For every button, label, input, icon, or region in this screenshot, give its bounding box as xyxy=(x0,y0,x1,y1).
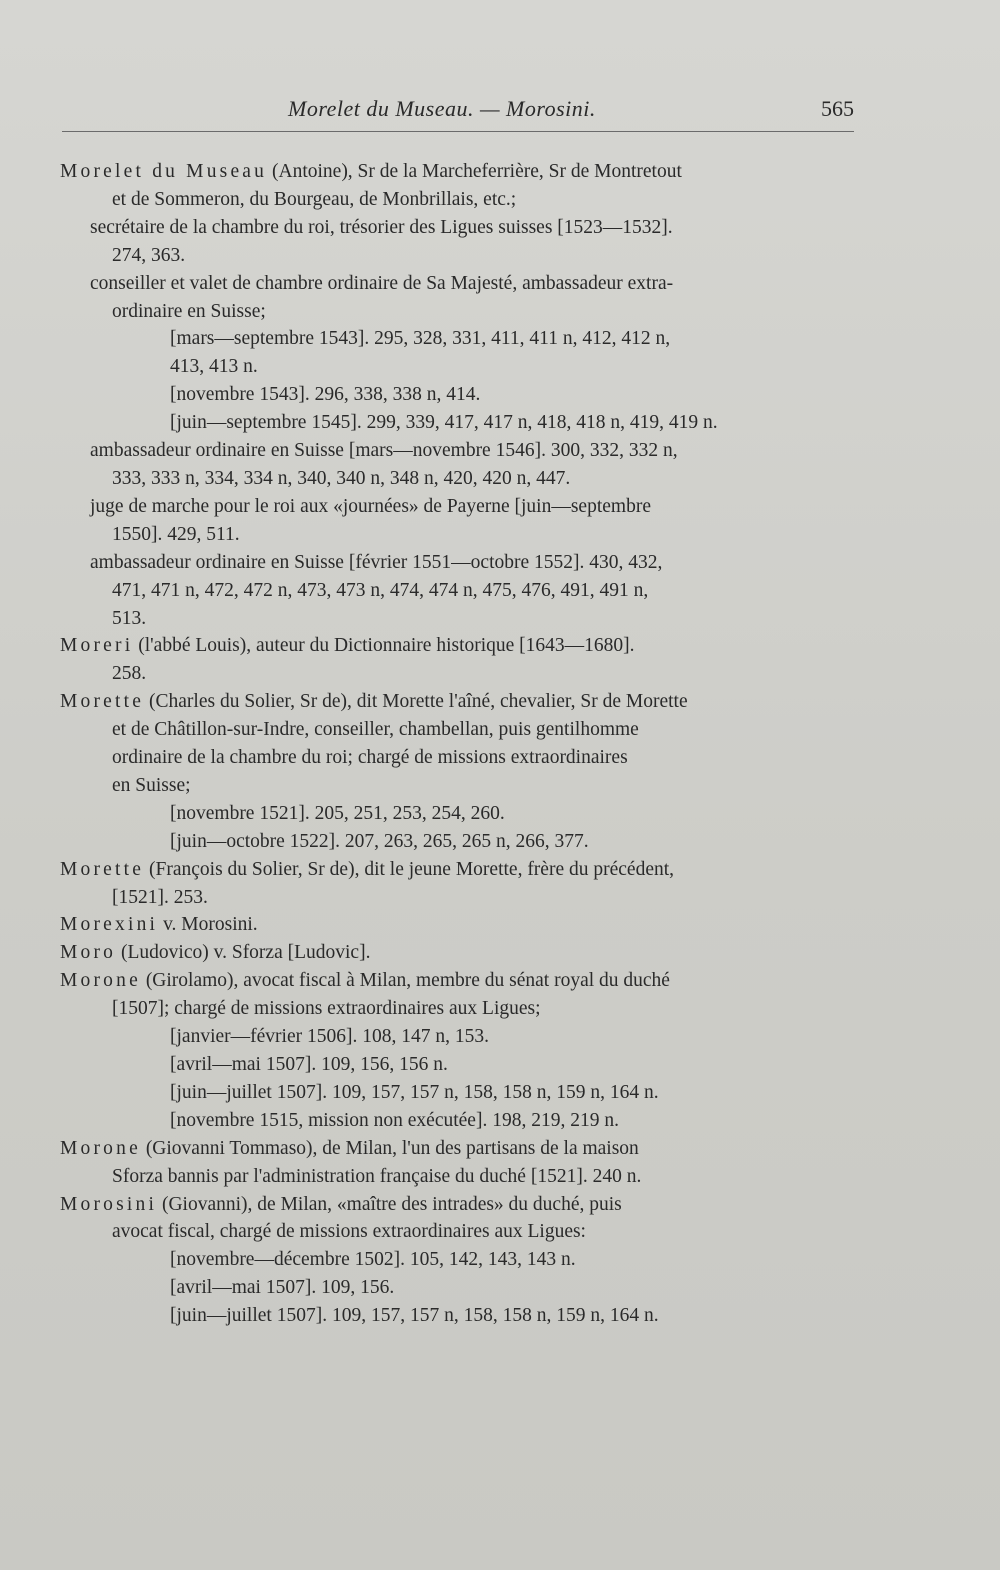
index-entries xyxy=(60,158,860,1330)
index-entry-line xyxy=(60,521,860,549)
entry-text: (François du Solier, Sr de), dit le jeune Morette, frère du précédent, xyxy=(144,858,675,880)
index-entry-line xyxy=(60,298,860,326)
entry-text: [1521]. 253. xyxy=(112,886,208,908)
entry-text: 1550]. 429, 511. xyxy=(112,523,240,545)
entry-text: (Girolamo), avocat fiscal à Milan, membre du sénat royal du duché xyxy=(140,970,670,992)
index-entry-line xyxy=(60,995,860,1023)
index-entry-line xyxy=(60,1023,860,1051)
index-entry-line xyxy=(60,242,860,270)
entry-text: [avril—mai 1507]. 109, 156. xyxy=(170,1277,395,1299)
entry-text: secrétaire de la chambre du roi, trésorier des Ligues suisses [1523—1532]. xyxy=(90,216,673,238)
entry-text: et de Sommeron, du Bourgeau, de Monbrillais, etc.; xyxy=(112,188,517,210)
index-entry-line xyxy=(60,353,860,381)
entry-text: ambassadeur ordinaire en Suisse [mars—novembre 1546]. 300, 332, 332 n, xyxy=(90,440,678,462)
entry-text: [juin—septembre 1545]. 299, 339, 417, 417 n, 418, 418 n, 419, 419 n. xyxy=(170,412,718,434)
headword: Morosini xyxy=(60,1193,158,1215)
entry-text: 274, 363. xyxy=(112,244,186,266)
entry-text: ordinaire en Suisse; xyxy=(112,300,266,322)
index-entry-line xyxy=(60,214,860,242)
entry-text: en Suisse; xyxy=(112,774,191,796)
headword: Morette xyxy=(60,691,145,713)
entry-text: (Ludovico) v. Sforza [Ludovic]. xyxy=(116,942,371,964)
entry-text: avocat fiscal, chargé de missions extraordinaires aux Ligues: xyxy=(112,1221,586,1243)
entry-text: 333, 333 n, 334, 334 n, 340, 340 n, 348 n, 420, 420 n, 447. xyxy=(112,467,571,489)
index-entry-line xyxy=(60,465,860,493)
headword: Morone xyxy=(60,970,141,992)
index-entry-line xyxy=(60,1079,860,1107)
index-entry-headword-line xyxy=(60,158,860,186)
index-entry-line xyxy=(60,605,860,633)
entry-text: [novembre—décembre 1502]. 105, 142, 143, 143 n. xyxy=(170,1249,576,1271)
index-entry-line xyxy=(60,716,860,744)
index-entry-line xyxy=(60,577,860,605)
entry-text: [novembre 1543]. 296, 338, 338 n, 414. xyxy=(170,384,481,406)
entry-text: 258. xyxy=(112,663,147,685)
entry-text: conseiller et valet de chambre ordinaire de Sa Majesté, ambassadeur extra- xyxy=(90,272,674,294)
entry-text: [mars—septembre 1543]. 295, 328, 331, 411, 411 n, 412, 412 n, xyxy=(170,328,671,350)
index-entry-line xyxy=(60,1163,860,1191)
page-header xyxy=(0,96,1000,130)
index-entry-line xyxy=(60,270,860,298)
index-entry-line xyxy=(60,1218,860,1246)
entry-text: Sforza bannis par l'administration française du duché [1521]. 240 n. xyxy=(112,1165,642,1187)
headword: Morelet du Museau xyxy=(60,161,268,182)
index-entry-line xyxy=(60,1274,860,1302)
entry-text: (Giovanni Tommaso), de Milan, l'un des partisans de la maison xyxy=(140,1137,639,1159)
index-entry-line xyxy=(60,437,860,465)
entry-text: [avril—mai 1507]. 109, 156, 156 n. xyxy=(170,1054,448,1075)
entry-text: ambassadeur ordinaire en Suisse [février 1551—octobre 1552]. 430, 432, xyxy=(90,551,663,573)
entry-text: (l'abbé Louis), auteur du Dictionnaire historique [1643—1680]. xyxy=(133,635,635,657)
header-rule xyxy=(62,131,854,132)
index-entry-line xyxy=(60,660,860,688)
index-entry-line xyxy=(60,549,860,577)
index-entry-line xyxy=(60,828,860,856)
index-entry-line xyxy=(60,409,860,437)
entry-text: 513. xyxy=(112,607,147,629)
index-entry-line xyxy=(60,493,860,521)
entry-text: (Charles du Solier, Sr de), dit Morette l'aîné, chevalier, Sr de Morette xyxy=(144,691,688,713)
headword: Moreri xyxy=(60,635,134,657)
index-entry-line xyxy=(60,186,860,214)
headword: Moro xyxy=(60,942,117,964)
page-number: 565 xyxy=(821,96,854,121)
index-entry-headword-line xyxy=(60,856,860,884)
index-entry-line xyxy=(60,381,860,409)
running-title: Morelet du Museau. — Morosini. xyxy=(288,96,596,121)
entry-text: (Giovanni), de Milan, «maître des intrades» du duché, puis xyxy=(157,1193,622,1215)
entry-text: 471, 471 n, 472, 472 n, 473, 473 n, 474, 474 n, 475, 476, 491, 491 n, xyxy=(112,579,649,601)
entry-text: [juin—octobre 1522]. 207, 263, 265, 265 n, 266, 377. xyxy=(170,830,589,852)
entry-text: [novembre 1515, mission non exécutée]. 198, 219, 219 n. xyxy=(170,1109,619,1131)
index-entry-headword-line xyxy=(60,1191,860,1219)
entry-text: ordinaire de la chambre du roi; chargé de missions extraordinaires xyxy=(112,747,628,769)
index-entry-headword-line xyxy=(60,967,860,995)
index-entry-line xyxy=(60,1302,860,1330)
headword: Morone xyxy=(60,1137,141,1159)
index-entry-headword-line xyxy=(60,911,860,939)
index-entry-headword-line xyxy=(60,688,860,716)
headword: Morexini xyxy=(60,914,159,936)
entry-text: [juin—juillet 1507]. 109, 157, 157 n, 158, 158 n, 159 n, 164 n. xyxy=(170,1081,659,1103)
entry-text: juge de marche pour le roi aux «journées» de Payerne [juin—septembre xyxy=(90,495,651,517)
index-entry-line xyxy=(60,884,860,912)
index-entry-line xyxy=(60,800,860,828)
index-entry-headword-line xyxy=(60,632,860,660)
index-entry-line xyxy=(60,1246,860,1274)
entry-text: v. Morosini. xyxy=(158,914,258,936)
entry-text: [1507]; chargé de missions extraordinaires aux Ligues; xyxy=(112,998,541,1020)
headword: Morette xyxy=(60,858,145,880)
index-entry-line xyxy=(60,744,860,772)
index-entry-headword-line xyxy=(60,1135,860,1163)
index-entry-line xyxy=(60,1051,860,1079)
entry-text: 413, 413 n. xyxy=(170,356,258,378)
index-entry-headword-line xyxy=(60,939,860,967)
entry-text: et de Châtillon-sur-Indre, conseiller, chambellan, puis gentilhomme xyxy=(112,719,639,741)
index-entry-line xyxy=(60,772,860,800)
entry-text: [novembre 1521]. 205, 251, 253, 254, 260. xyxy=(170,802,505,824)
entry-text: [juin—juillet 1507]. 109, 157, 157 n, 158, 158 n, 159 n, 164 n. xyxy=(170,1305,659,1327)
index-entry-line xyxy=(60,325,860,353)
index-entry-line xyxy=(60,1107,860,1135)
entry-text: (Antoine), Sr de la Marcheferrière, Sr de Montretout xyxy=(267,161,682,182)
entry-text: [janvier—février 1506]. 108, 147 n, 153. xyxy=(170,1026,489,1048)
